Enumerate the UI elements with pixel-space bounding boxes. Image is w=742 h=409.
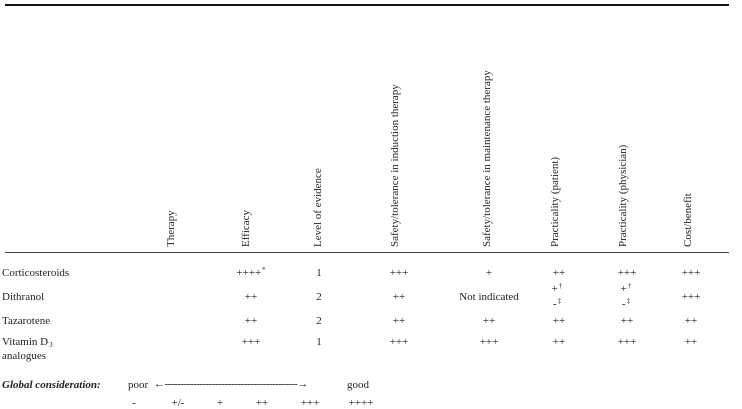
row-vitamin-d3-maintenance: +++ [479, 336, 499, 348]
row-dithranol-therapy: Dithranol [2, 291, 45, 303]
legend-scale-item: - [132, 397, 136, 409]
legend-scale-item: ++ [255, 397, 269, 409]
header-rule [5, 252, 729, 253]
header-safety-induction: Safety/tolerance in induction therapy [389, 84, 401, 247]
row-dithranol-cost: +++ [681, 291, 701, 303]
row-dithranol-practicality-patient-bottom [553, 299, 561, 310]
row-tazarotene-induction: ++ [392, 315, 406, 327]
row-vitamin-d3-practicality-physician: +++ [617, 336, 637, 348]
header-practicality-physician: Practicality (physician) [617, 144, 629, 247]
header-cost-benefit: Cost/benefit [682, 193, 694, 247]
legend-scale-item: +/- [171, 397, 185, 409]
double-dagger-footnote-mark: ‡ [626, 297, 631, 305]
header-level-of-evidence: Level of evidence [312, 168, 324, 247]
row-vitamin-d3-efficacy: +++ [241, 336, 261, 348]
asterisk-footnote-mark: * [262, 266, 266, 274]
header-practicality-patient: Practicality (patient) [549, 156, 561, 247]
row-tazarotene-maintenance: ++ [482, 315, 496, 327]
subscript-3: 3 [49, 341, 53, 349]
pract-physician-top-value: + [620, 283, 627, 295]
pract-patient-top-value: + [551, 283, 558, 295]
row-tazarotene-practicality-patient: ++ [552, 315, 566, 327]
header-efficacy: Efficacy [240, 209, 252, 247]
efficacy-value: ++++ [236, 267, 262, 279]
row-dithranol-practicality-physician-top [621, 284, 632, 295]
row-corticosteroids-practicality-physician: +++ [617, 267, 637, 279]
header-therapy: Therapy [165, 210, 177, 247]
row-corticosteroids-induction: +++ [389, 267, 409, 279]
row-dithranol-efficacy: ++ [244, 291, 258, 303]
row-vitamin-d3-therapy-line2: analogues [2, 350, 46, 362]
row-tazarotene-therapy: Tazarotene [2, 315, 51, 327]
row-corticosteroids-efficacy [236, 268, 265, 279]
row-vitamin-d3-cost: ++ [684, 336, 698, 348]
pract-patient-bottom-value: - [552, 298, 557, 310]
row-corticosteroids-therapy: Corticosteroids [2, 267, 70, 279]
row-dithranol-practicality-patient-top [552, 284, 563, 295]
dagger-footnote-mark: † [558, 282, 563, 290]
table-top-rule [5, 4, 729, 6]
legend-arrow: ←------------------------------------------→ [154, 378, 308, 390]
dagger-footnote-mark: † [627, 282, 632, 290]
row-dithranol-induction: ++ [392, 291, 406, 303]
row-tazarotene-efficacy: ++ [244, 315, 258, 327]
row-dithranol-level: 2 [316, 291, 322, 303]
row-tazarotene-level: 2 [316, 315, 322, 327]
row-vitamin-d3-practicality-patient: ++ [552, 336, 566, 348]
row-tazarotene-practicality-physician: ++ [620, 315, 634, 327]
pract-physician-bottom-value: - [621, 298, 626, 310]
row-vitamin-d3-induction: +++ [389, 336, 409, 348]
legend-good: good [347, 379, 369, 391]
header-safety-maintenance: Safety/tolerance in maintenance therapy [481, 70, 493, 247]
row-corticosteroids-maintenance: + [485, 267, 493, 279]
row-dithranol-maintenance: Not indicated [459, 291, 519, 303]
global-consideration-label: Global consideration: [2, 379, 101, 391]
legend-scale-item: +++ [300, 397, 320, 409]
legend-poor: poor [128, 379, 149, 391]
row-tazarotene-cost: ++ [684, 315, 698, 327]
legend-scale-item: + [216, 397, 224, 409]
row-corticosteroids-cost: +++ [681, 267, 701, 279]
row-vitamin-d3-therapy [2, 337, 53, 348]
double-dagger-footnote-mark: ‡ [557, 297, 562, 305]
row-corticosteroids-practicality-patient: ++ [552, 267, 566, 279]
row-vitamin-d3-level: 1 [316, 336, 322, 348]
legend-scale-item: ++++ [348, 397, 374, 409]
row-corticosteroids-level: 1 [316, 267, 322, 279]
row-dithranol-practicality-physician-bottom [622, 299, 630, 310]
therapy-name-line1: Vitamin D [2, 336, 49, 348]
